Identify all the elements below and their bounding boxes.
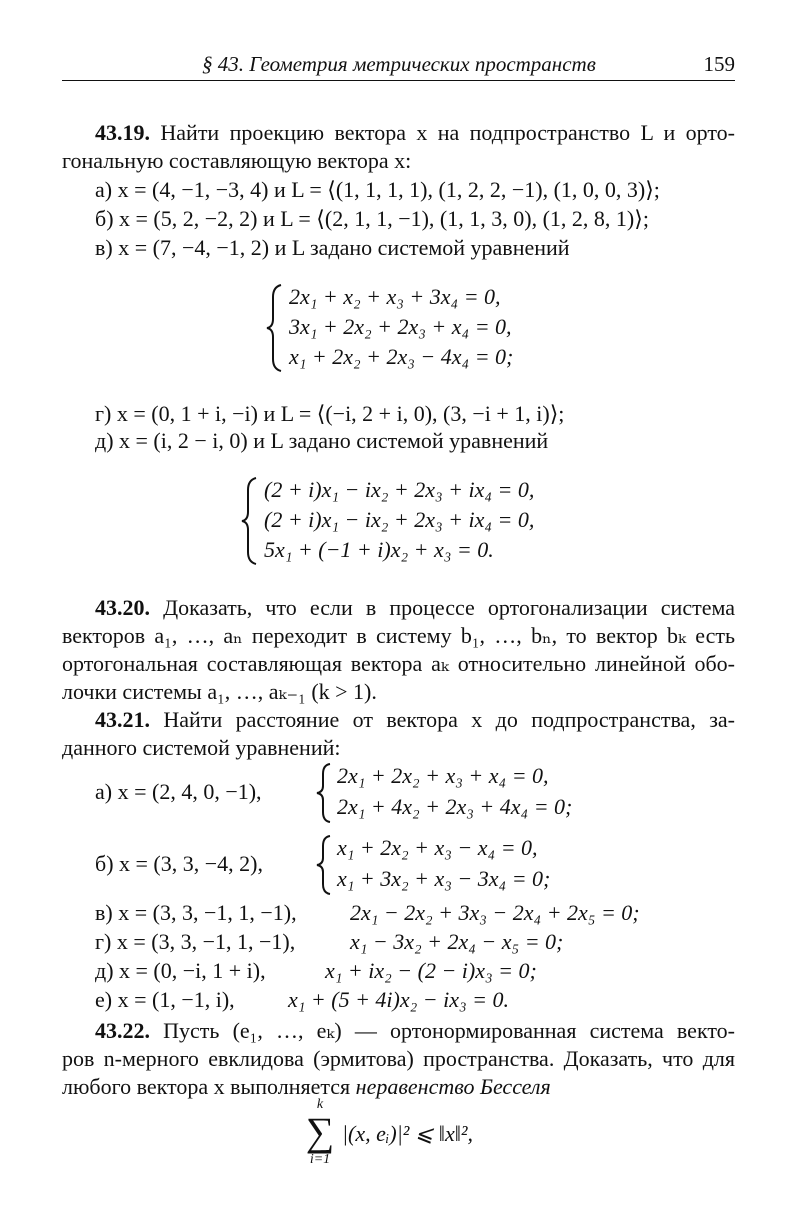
left-brace-icon (265, 283, 285, 373)
problem-43-22-line1 (95, 1017, 735, 1045)
text: Пусть (e₁, …, eₖ) — ортонормированная система векто- (163, 1018, 735, 1043)
problem-43-22-line3 (62, 1073, 735, 1101)
problem-43-21-line2: данного системой уравнений: (62, 735, 341, 760)
running-title: § 43. Геометрия метрических пространств (202, 52, 596, 76)
equation: 5x₁ + (−1 + i)x₂ + x₃ = 0. (264, 537, 494, 562)
equation: x₁ − 3x₂ + 2x₄ − x₅ = 0; (350, 929, 564, 954)
equation: 2x₁ + 4x₂ + 2x₃ + 4x₄ = 0; (337, 794, 573, 819)
problem-43-19-d: д) x = (i, 2 − i, 0) и L задано системой уравнений (95, 428, 549, 453)
problem-43-19-b: б) x = (5, 2, −2, 2) и L = ⟨(2, 1, 1, −1), (1, 1, 3, 0), (1, 2, 8, 1)⟩; (95, 206, 649, 231)
problem-43-22-line2: ров n-мерного евклидова (эрмитова) пространства. Доказать, что для (62, 1046, 735, 1071)
equation: x₁ + ix₂ − (2 − i)x₃ = 0; (325, 958, 537, 983)
problem-43-20-line1 (95, 594, 735, 622)
left-brace-icon (315, 762, 333, 824)
text: Найти расстояние от вектора x до подпространства, за- (163, 707, 736, 732)
problem-number: 43.19. (95, 120, 150, 145)
text: Доказать, что если в процессе ортогонализации система (163, 595, 735, 620)
equation: 2x₁ + x₂ + x₃ + 3x₄ = 0, (289, 284, 501, 309)
problem-43-20-line2: векторов a₁, …, aₙ переходит в систему b₁, …, bₙ, то вектор bₖ есть (62, 623, 735, 648)
problem-43-20-line4: лочки системы a₁, …, aₖ₋₁ (k > 1). (62, 679, 377, 704)
problem-number: 43.22. (95, 1018, 150, 1043)
problem-43-21-line1 (95, 706, 735, 734)
equation: x₁ + 2x₂ + 2x₃ − 4x₄ = 0; (289, 344, 514, 369)
left-brace-icon (315, 834, 333, 896)
equation: x₁ + 3x₂ + x₃ − 3x₄ = 0; (337, 866, 551, 891)
page-header (62, 50, 735, 81)
problem-number: 43.21. (95, 707, 150, 732)
problem-43-21-a: а) x = (2, 4, 0, −1), (95, 779, 262, 804)
problem-43-19-v: в) x = (7, −4, −1, 2) и L задано системой уравнений (95, 235, 570, 260)
problem-43-21-d: д) x = (0, −i, 1 + i), (95, 958, 266, 983)
equation: 3x₁ + 2x₂ + 2x₃ + x₄ = 0, (289, 314, 512, 339)
problem-43-21-g: г) x = (3, 3, −1, 1, −1), (95, 929, 296, 954)
equation: x₁ + 2x₂ + x₃ − x₄ = 0, (337, 835, 538, 860)
bessel-inequality-formula: |(x, eᵢ)|² ⩽ ‖x‖², (342, 1121, 474, 1146)
sum-operator (300, 1098, 340, 1168)
equation: 2x₁ + 2x₂ + x₃ + x₄ = 0, (337, 763, 549, 788)
problem-43-21-v: в) x = (3, 3, −1, 1, −1), (95, 900, 297, 925)
problem-43-19-a: а) x = (4, −1, −3, 4) и L = ⟨(1, 1, 1, 1), (1, 2, 2, −1), (1, 0, 0, 3)⟩; (95, 177, 660, 202)
problem-43-21-b: б) x = (3, 3, −4, 2), (95, 851, 263, 876)
problem-43-19-g: г) x = (0, 1 + i, −i) и L = ⟨(−i, 2 + i, 0), (3, −i + 1, i)⟩; (95, 401, 565, 426)
problem-43-21-e: е) x = (1, −1, i), (95, 987, 235, 1012)
problem-43-19-line1 (95, 119, 735, 147)
equation: 2x₁ − 2x₂ + 3x₃ − 2x₄ + 2x₅ = 0; (350, 900, 640, 925)
problem-43-20-line3: ортогональная составляющая вектора aₖ относительно линейной обо- (62, 651, 735, 676)
sum-upper-limit: k (316, 1097, 324, 1112)
equation: (2 + i)x₁ − ix₂ + 2x₃ + ix₄ = 0, (264, 507, 535, 532)
sum-lower-limit: i=1 (309, 1152, 331, 1167)
problem-number: 43.20. (95, 595, 150, 620)
equation: x₁ + (5 + 4i)x₂ − ix₃ = 0. (288, 987, 509, 1012)
page-number: 159 (703, 52, 735, 76)
text: Найти проекцию вектора x на подпространство L и орто- (160, 120, 735, 145)
problem-43-19-line2: гональную составляющую вектора x: (62, 148, 412, 173)
text: любого вектора x выполняется (62, 1074, 356, 1099)
left-brace-icon (240, 476, 260, 566)
equation: (2 + i)x₁ − ix₂ + 2x₃ + ix₄ = 0, (264, 477, 535, 502)
term-bessel-inequality: неравенство Бесселя (355, 1074, 551, 1099)
sigma-icon: ∑ (305, 1109, 335, 1154)
